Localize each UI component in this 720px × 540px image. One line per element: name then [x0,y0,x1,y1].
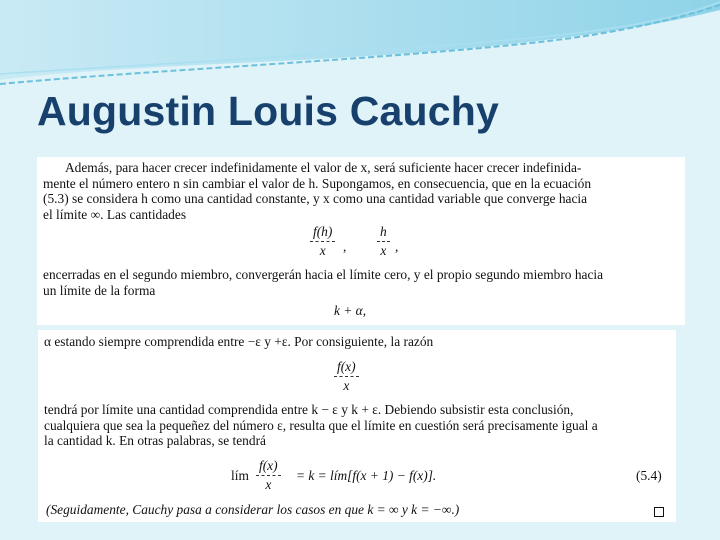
equation-right-side: = k = lím[f(x + 1) − f(x)]. [296,468,437,483]
text-line: un límite de la forma [43,282,156,298]
text-line: el límite ∞. Las cantidades [43,206,187,222]
paragraph-alpha [44,334,670,350]
book-excerpt-panel-2 [38,330,676,522]
paragraph-limit-conclusion [44,402,670,449]
fraction-denominator: x [265,476,272,492]
paragraph-intro [43,160,679,222]
comma: , [343,239,347,254]
fraction-bar [334,376,359,377]
text-line: (5.3) se considera h como una cantidad constante, y x como una cantidad variable que converge hacia [43,191,588,207]
equation-number: (5.4) [636,468,662,483]
equation-fraction [256,458,281,492]
fraction-fx-over-x [334,359,359,393]
text-line: mente el número entero n sin cambiar el valor de h. Supongamos, en consecuencia, que en la ecuación [43,175,592,191]
text-line: tendrá por límite una cantidad comprendida entre k − ε y k + ε. Debiendo subsistir esta conclusión, [44,402,574,417]
fraction-denominator: x [319,242,326,258]
text-line: la cantidad k. En otras palabras, se tendrá [44,433,266,449]
book-excerpt-panel-1 [37,157,685,325]
text-line: Además, para hacer crecer indefinidamente el valor de x, será suficiente hacer crecer indefinida- [65,160,582,175]
fraction-numerator: f(x) [337,359,356,374]
paragraph-convergence [43,267,679,298]
equation-lim: lím [231,468,249,483]
limit-form-expression: k + α, [334,303,367,318]
text-line: cualquiera que sea la pequeñez del número ε, resulta que el límite en cuestión será precisamente igual a [44,417,598,433]
fraction-denominator: x [380,242,387,258]
fraction-fh-over-x [310,224,335,258]
fraction-denominator: x [343,377,350,393]
fraction-h-over-x [377,224,390,258]
fraction-bar [256,475,281,476]
text-line: α estando siempre comprendida entre −ε y +ε. Por consiguiente, la razón [44,334,434,349]
comma: , [395,239,399,254]
fraction-numerator: h [380,224,387,239]
remark-text: (Seguidamente, Cauchy pasa a considerar los casos en que k = ∞ y k = −∞.) [46,502,460,517]
header-wave-decoration [0,0,720,95]
fraction-bar [310,241,335,242]
text-line: encerradas en el segundo miembro, convergerán hacia el límite cero, y el propio segundo miembro hacia [43,267,604,282]
qed-square-icon [654,507,664,517]
fraction-numerator: f(h) [313,224,333,239]
fraction-bar [377,241,390,242]
slide-title: Augustin Louis Cauchy [37,88,500,134]
fraction-numerator: f(x) [259,458,278,473]
